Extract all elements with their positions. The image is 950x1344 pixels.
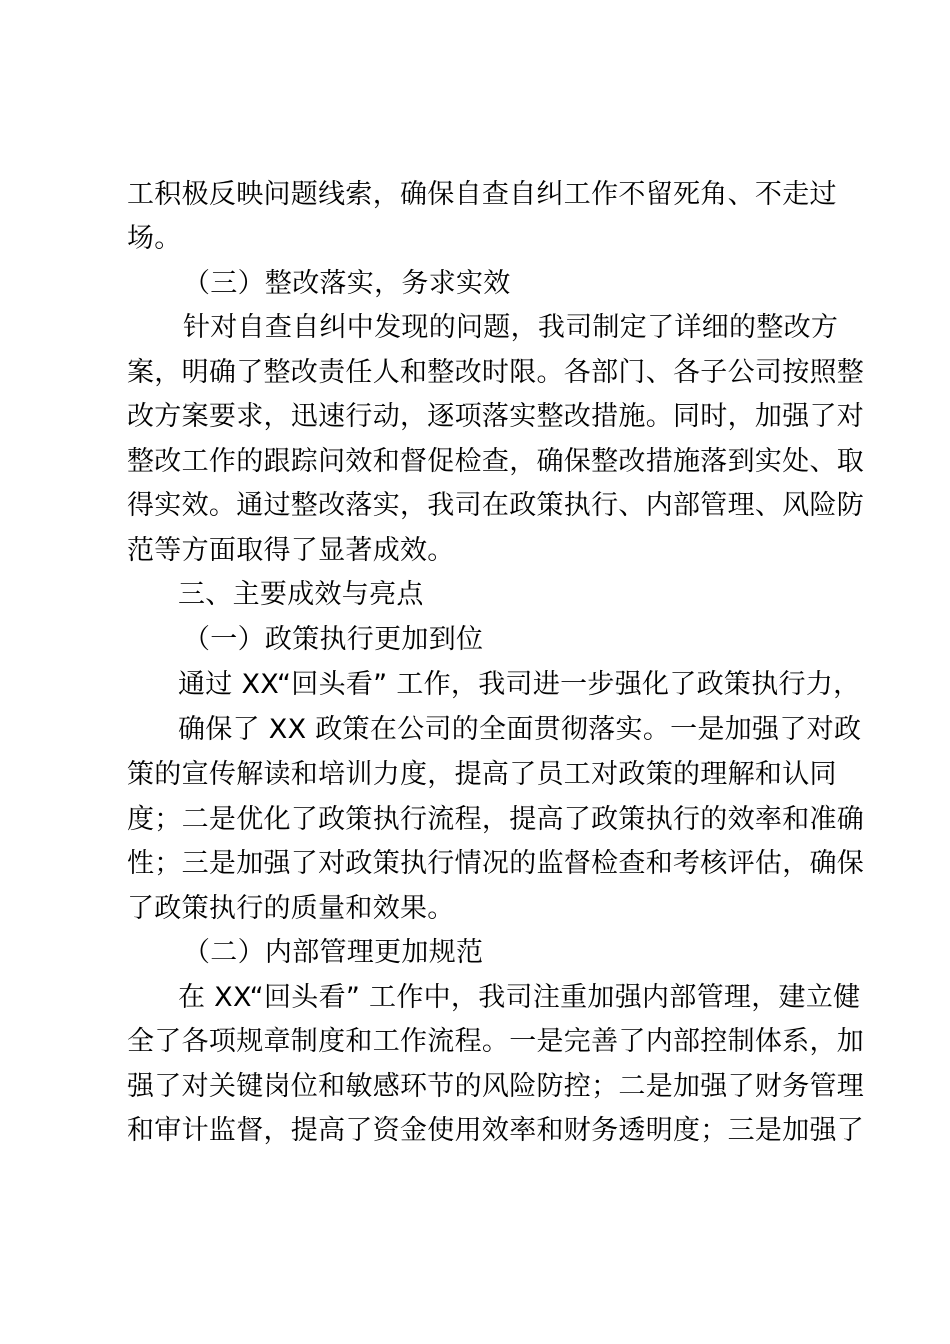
paragraph-line: 确保了 XX 政策在公司的全面贯彻落实。一是加强了对政 [178,714,862,745]
paragraph-line: 场。 [127,223,182,254]
section-heading: （一）政策执行更加到位 [183,624,484,655]
paragraph-line: 通过 XX“回头看” 工作，我司进一步强化了政策执行力， [178,669,861,700]
paragraph-line: 了政策执行的质量和效果。 [127,893,455,924]
paragraph-line: 性；三是加强了对政策执行情况的监督检查和考核评估，确保 [127,848,865,879]
chapter-heading: 三、主要成效与亮点 [178,579,424,610]
paragraph-line: 得实效。通过整改落实，我司在政策执行、内部管理、风险防 [127,490,865,521]
paragraph-line: 工积极反映问题线索，确保自查自纠工作不留死角、不走过 [127,179,837,210]
paragraph-line: 案，明确了整改责任人和整改时限。各部门、各子公司按照整 [127,357,865,388]
section-heading: （三）整改落实，务求实效 [183,268,511,299]
paragraph-line: 和审计监督，提高了资金使用效率和财务透明度；三是加强了 [127,1115,865,1146]
section-heading: （二）内部管理更加规范 [183,937,484,968]
paragraph-line: 全了各项规章制度和工作流程。一是完善了内部控制体系，加 [127,1026,865,1057]
paragraph-line: 度；二是优化了政策执行流程，提高了政策执行的效率和准确 [127,804,865,835]
paragraph-line: 范等方面取得了显著成效。 [127,535,455,566]
paragraph-line: 针对自查自纠中发现的问题，我司制定了详细的整改方 [183,312,839,343]
paragraph-line: 改方案要求，迅速行动，逐项落实整改措施。同时，加强了对 [127,401,865,432]
paragraph-line: 在 XX“回头看” 工作中，我司注重加强内部管理，建立健 [178,982,861,1013]
paragraph-line: 整改工作的跟踪问效和督促检查，确保整改措施落到实处、取 [127,446,865,477]
paragraph-line: 强了对关键岗位和敏感环节的风险防控；二是加强了财务管理 [127,1071,865,1102]
paragraph-line: 策的宣传解读和培训力度，提高了员工对政策的理解和认同 [127,759,837,790]
